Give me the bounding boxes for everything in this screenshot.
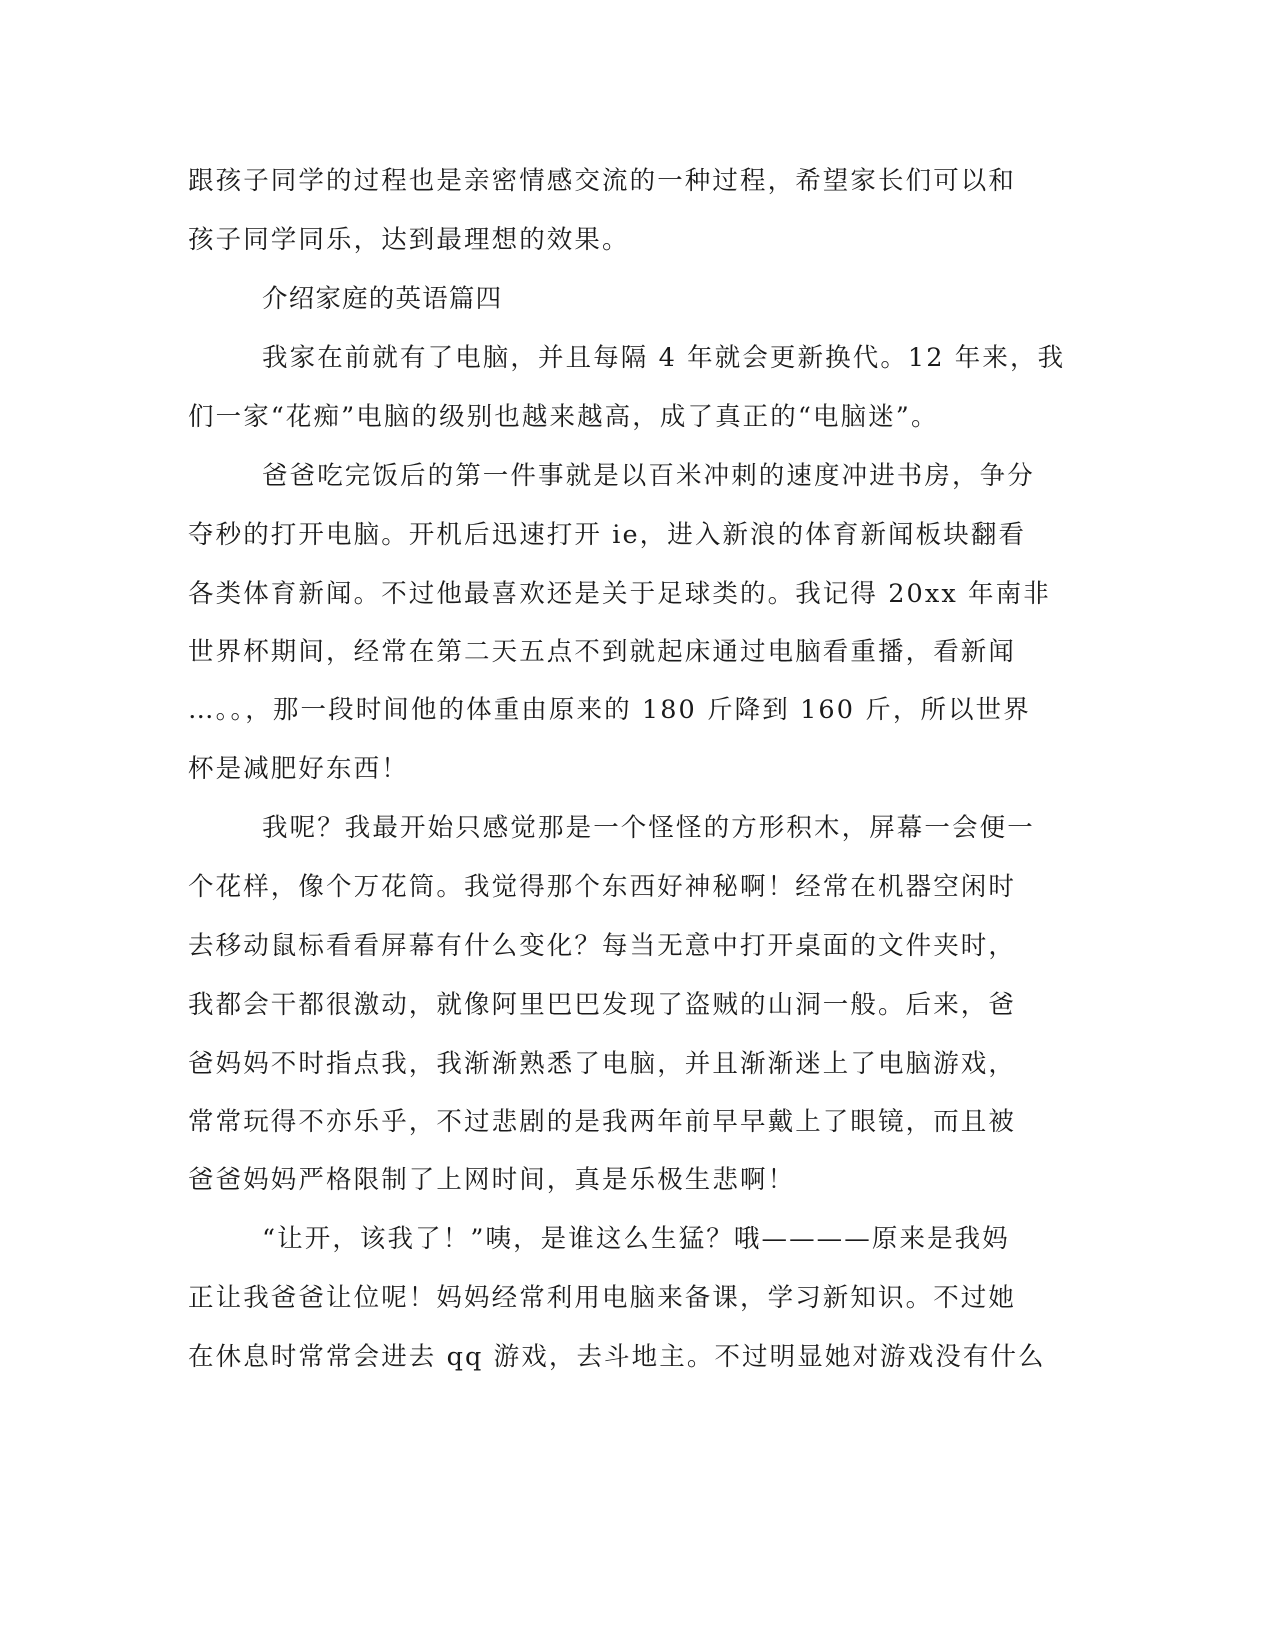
text-line: 去移动鼠标看看屏幕有什么变化？每当无意中打开桌面的文件夹时， [188,931,1017,961]
text-line: 各类体育新闻。不过他最喜欢还是关于足球类的。我记得 20xx 年南非 [188,579,1051,609]
text-line: 爸妈妈不时指点我，我渐渐熟悉了电脑，并且渐渐迷上了电脑游戏， [188,1049,1017,1079]
text-line: 们一家“花痴”电脑的级别也越来越高，成了真正的“电脑迷”。 [188,402,939,432]
text-line: 个花样，像个万花筒。我觉得那个东西好神秘啊！经常在机器空闲时 [188,872,1017,902]
text-line: “让开，该我了！”咦，是谁这么生猛？哦————原来是我妈 [262,1224,1010,1254]
text-line: 孩子同学同乐，达到最理想的效果。 [188,225,630,255]
text-line: …。。，那一段时间他的体重由原来的 180 斤降到 160 斤，所以世界 [188,695,1031,725]
text-line: 杯是减肥好东西！ [188,754,409,784]
text-line: 我呢？我最开始只感觉那是一个怪怪的方形积木，屏幕一会便一 [262,813,1035,843]
text-line: 夺秒的打开电脑。开机后迅速打开 ie，进入新浪的体育新闻板块翻看 [188,520,1027,550]
text-line: 在休息时常常会进去 qq 游戏，去斗地主。不过明显她对游戏没有什么 [188,1342,1046,1372]
text-line: 我都会干都很激动，就像阿里巴巴发现了盗贼的山洞一般。后来，爸 [188,990,1017,1020]
text-line: 跟孩子同学的过程也是亲密情感交流的一种过程，希望家长们可以和 [188,166,1017,196]
text-line: 世界杯期间，经常在第二天五点不到就起床通过电脑看重播，看新闻 [188,637,1017,667]
text-line: 正让我爸爸让位呢！妈妈经常利用电脑来备课，学习新知识。不过她 [188,1283,1017,1313]
text-line: 爸爸吃完饭后的第一件事就是以百米冲刺的速度冲进书房，争分 [262,461,1035,491]
text-line: 爸爸妈妈严格限制了上网时间，真是乐极生悲啊！ [188,1165,796,1195]
section-heading: 介绍家庭的英语篇四 [262,284,503,314]
text-line: 常常玩得不亦乐乎，不过悲剧的是我两年前早早戴上了眼镜，而且被 [188,1107,1017,1137]
text-line: 我家在前就有了电脑，并且每隔 4 年就会更新换代。12 年来，我 [262,343,1066,373]
